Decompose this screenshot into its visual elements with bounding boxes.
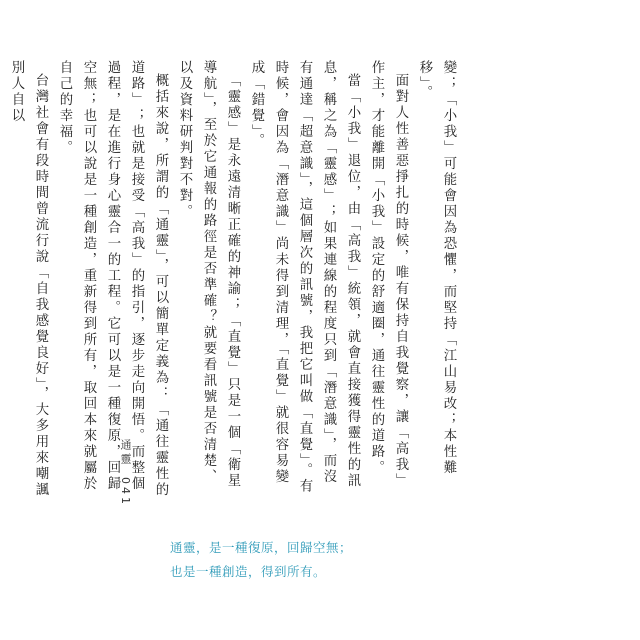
pull-quote <box>170 536 352 584</box>
paragraph: 面對人性善惡掙扎的時候，唯有保持自我覺察，讓「高我」作主，才能離開「小我」設定的舒適圈，通往靈性的道路。 <box>369 60 408 490</box>
paragraph: 概括來說，所謂的「通靈」，可以簡單定義為：「通往靈性的道路」；也就是接受「高我」的指引，逐步走向開悟。而整個過程，是在進行身心靈合一的工程。它可以是一種復原，回歸空無；也可以說是一種創造，重新得到所有，取回本來就屬於自己的幸福。 <box>57 60 168 499</box>
paragraph: 變；「小我」可能會因為恐懼，而堅持「江山易改；本性難移」。 <box>417 60 456 476</box>
folio <box>117 439 133 507</box>
folio-section: 通靈 <box>119 439 132 467</box>
paragraph: 當「小我」退位，由「高我」統領，就會直接獲得靈性的訊息，稱之為「靈感」；如果連線的程度只到「潛意識」，而沒有通達「超意識」，這個層次的訊號，我把它叫做「直覺」。有時候，會因為「潛意識」尚未得到清理，「直覺」就很容易變成「錯覺」。 <box>249 60 360 495</box>
paragraph: 台灣社會有段時間曾流行說「自我感覺良好」，大多用來嘲諷別人自以 <box>9 60 48 499</box>
pull-quote-line: 也是一種創造，得到所有。 <box>170 564 327 579</box>
pull-quote-line: 通靈，是一種復原，回歸空無； <box>170 540 353 555</box>
paragraph: 「靈感」是永遠清晰正確的神諭；「直覺」只是一個「衛星導航」，至於它通報的路徑是否準確？就要看訊號是否清楚、以及資料研判對不對。 <box>177 60 240 490</box>
page-number: 041 <box>119 477 132 507</box>
